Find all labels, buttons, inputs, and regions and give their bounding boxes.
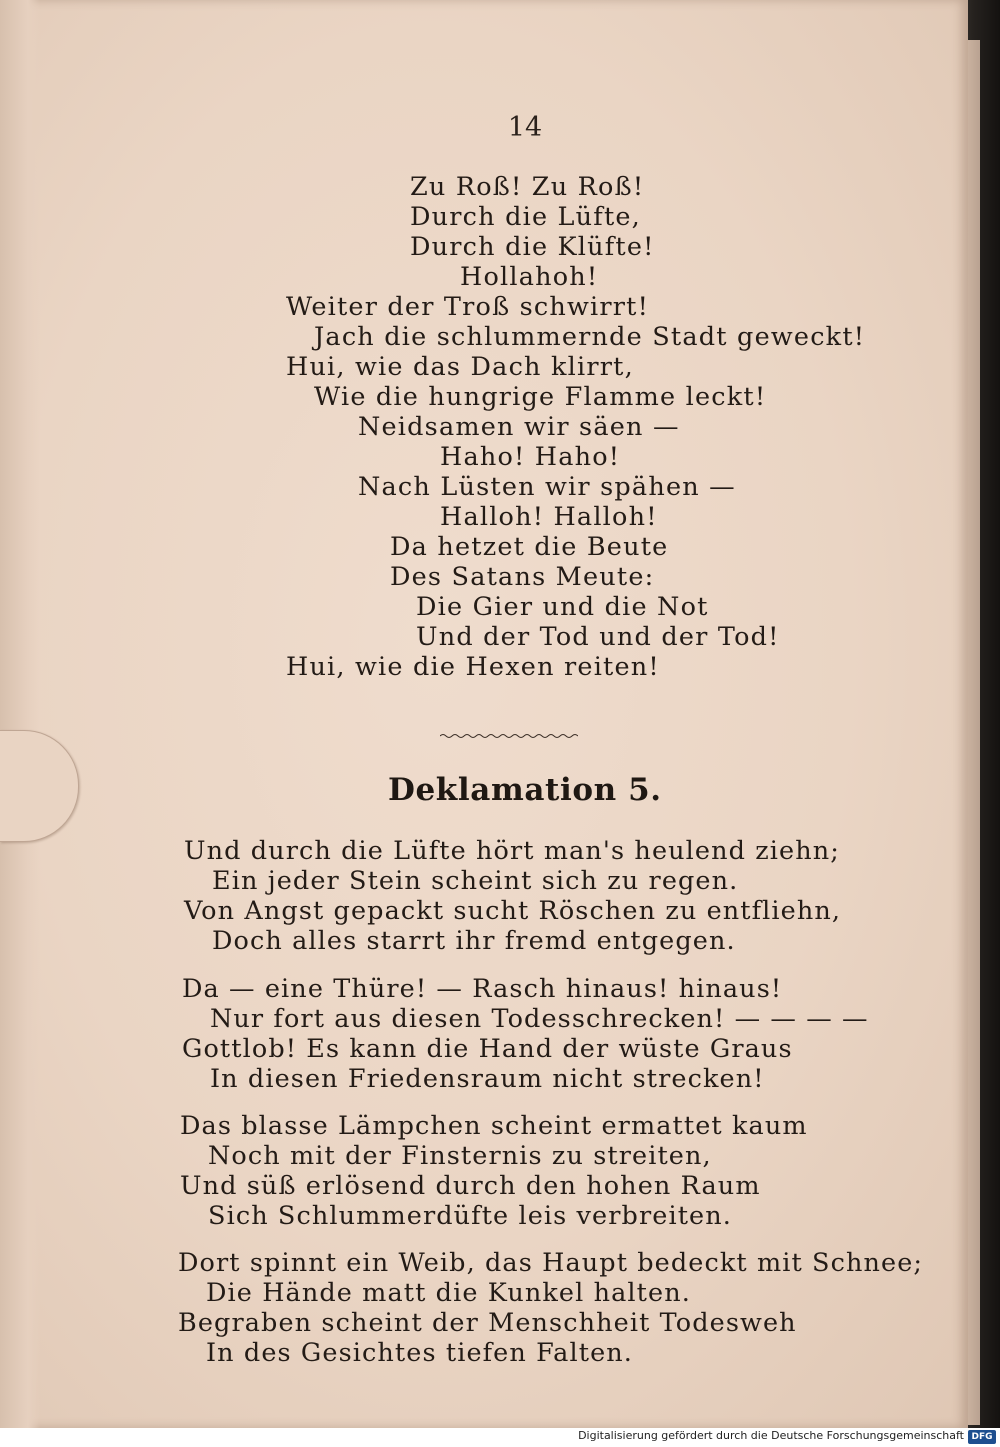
dfg-logo: DFG <box>968 1430 996 1444</box>
stanza-line: Von Angst gepackt sucht Röschen zu entfliehn, <box>184 896 842 926</box>
stanza-line: Begraben scheint der Menschheit Todesweh <box>178 1308 797 1338</box>
poem-line: Des Satans Meute: <box>390 562 655 592</box>
stanza-line: Gottlob! Es kann die Hand der wüste Graus <box>182 1034 793 1064</box>
stanza-line: Dort spinnt ein Weib, das Haupt bedeckt mit Schnee; <box>178 1248 924 1278</box>
poem-line: Haho! Haho! <box>440 442 621 472</box>
stanza-line: Die Hände matt die Kunkel halten. <box>206 1278 691 1308</box>
stanza-line: Das blasse Lämpchen scheint ermattet kaum <box>180 1111 808 1141</box>
poem-line: Hui, wie die Hexen reiten! <box>286 652 660 682</box>
poem-line: Weiter der Troß schwirrt! <box>286 292 650 322</box>
poem-line: Wie die hungrige Flamme leckt! <box>314 382 767 412</box>
poem-line: Jach die schlummernde Stadt geweckt! <box>314 322 866 352</box>
stanza-line: In des Gesichtes tiefen Falten. <box>206 1338 633 1368</box>
page-left-shadow <box>0 0 40 1428</box>
stanza-line: Ein jeder Stein scheint sich zu regen. <box>212 866 739 896</box>
poem-line: Neidsamen wir säen — <box>358 412 680 442</box>
stanza-line: Nur fort aus diesen Todesschrecken! — — — — <box>210 1004 869 1034</box>
stanza-line: Doch alles starrt ihr fremd entgegen. <box>212 926 736 956</box>
footer-credit: Digitalisierung gefördert durch die Deutsche Forschungsgemeinschaft <box>578 1429 964 1442</box>
stanza-line: Sich Schlummerdüfte leis verbreiten. <box>208 1201 732 1231</box>
stanza-line: In diesen Friedensraum nicht strecken! <box>210 1064 765 1094</box>
divider-ornament <box>440 733 578 739</box>
poem-line: Durch die Klüfte! <box>410 232 655 262</box>
section-heading: Deklamation 5. <box>388 772 662 808</box>
poem-line: Da hetzet die Beute <box>390 532 669 562</box>
poem-line: Und der Tod und der Tod! <box>416 622 780 652</box>
poem-line: Durch die Lüfte, <box>410 202 641 232</box>
poem-line: Nach Lüsten wir spähen — <box>358 472 736 502</box>
page-tab <box>0 730 79 842</box>
stanza-line: Und süß erlösend durch den hohen Raum <box>180 1171 761 1201</box>
page-number: 14 <box>507 112 543 143</box>
poem-line: Halloh! Halloh! <box>440 502 658 532</box>
poem-line: Die Gier und die Not <box>416 592 709 622</box>
stanza-line: Noch mit der Finsternis zu streiten, <box>208 1141 712 1171</box>
poem-line: Hollahoh! <box>460 262 599 292</box>
stanza-line: Da — eine Thüre! — Rasch hinaus! hinaus! <box>182 974 783 1004</box>
stanza-line: Und durch die Lüfte hört man's heulend ziehn; <box>184 836 840 866</box>
poem-line: Zu Roß! Zu Roß! <box>410 172 645 202</box>
poem-line: Hui, wie das Dach klirrt, <box>286 352 634 382</box>
